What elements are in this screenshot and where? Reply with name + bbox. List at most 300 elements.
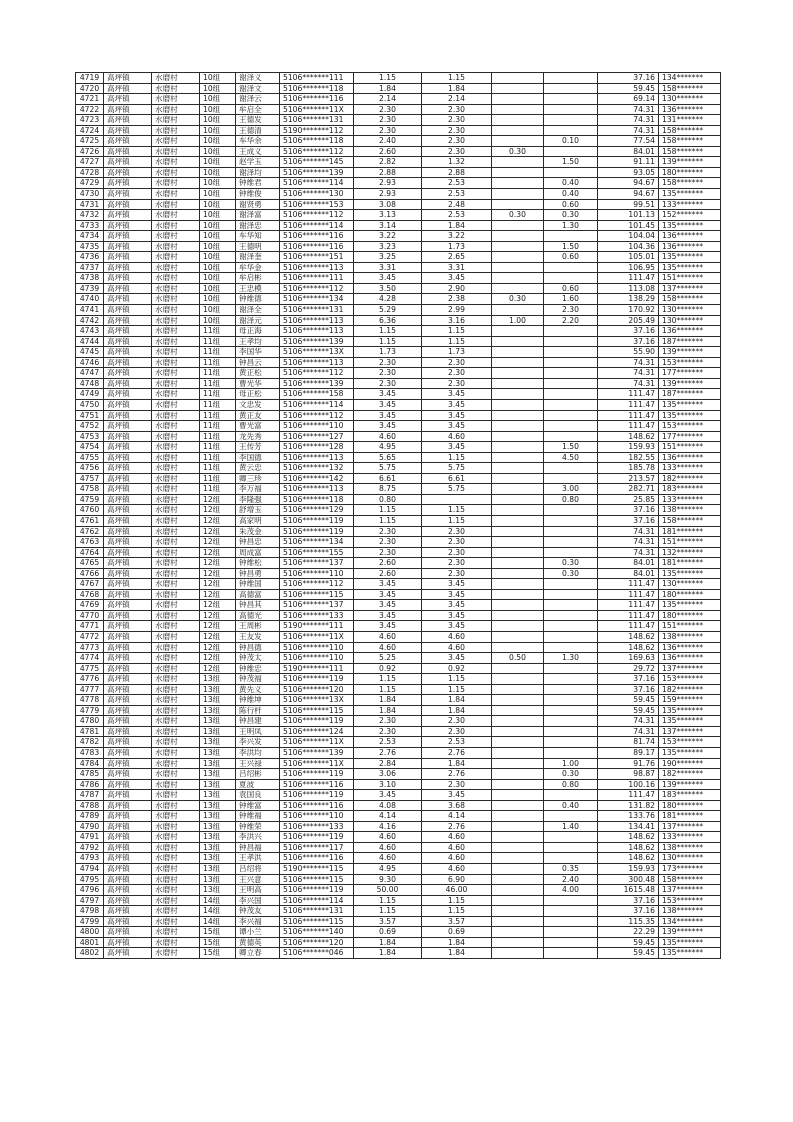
row-number: 4799 <box>76 916 104 927</box>
area-a-cell: 3.45 <box>422 389 492 400</box>
table-row <box>76 758 721 769</box>
area-total-cell: 2.30 <box>354 716 422 727</box>
phone-cell: 134******* <box>659 73 721 84</box>
town-cell: 高坪镇 <box>104 832 152 843</box>
table-row <box>76 800 721 811</box>
phone-cell: 177******* <box>659 431 721 442</box>
table-row <box>76 515 721 526</box>
table-row <box>76 294 721 305</box>
area-a-cell: 3.57 <box>422 916 492 927</box>
area-c-cell: 2.40 <box>544 874 598 885</box>
area-b-cell <box>492 167 544 178</box>
table-row <box>76 937 721 948</box>
area-c-cell <box>544 473 598 484</box>
row-number: 4798 <box>76 906 104 917</box>
table-row <box>76 399 721 410</box>
area-b-cell <box>492 642 544 653</box>
area-c-cell <box>544 937 598 948</box>
area-c-cell <box>544 115 598 126</box>
row-number: 4782 <box>76 737 104 748</box>
area-b-cell: 0.30 <box>492 210 544 221</box>
id-number-cell: 5106*******118 <box>280 494 354 505</box>
amount-cell: 37.16 <box>598 73 659 84</box>
area-b-cell <box>492 906 544 917</box>
amount-cell: 100.16 <box>598 779 659 790</box>
town-cell: 高坪镇 <box>104 210 152 221</box>
area-a-cell: 46.00 <box>422 885 492 896</box>
town-cell: 高坪镇 <box>104 874 152 885</box>
amount-cell: 185.78 <box>598 463 659 474</box>
name-cell: 牟华金 <box>236 262 280 273</box>
row-number: 4793 <box>76 853 104 864</box>
table-row <box>76 167 721 178</box>
area-c-cell: 0.80 <box>544 779 598 790</box>
group-cell: 12组 <box>200 547 236 558</box>
area-total-cell: 3.45 <box>354 610 422 621</box>
village-cell: 水磨村 <box>152 273 200 284</box>
row-number: 4755 <box>76 452 104 463</box>
id-number-cell: 5106*******119 <box>280 832 354 843</box>
area-b-cell <box>492 726 544 737</box>
village-cell: 水磨村 <box>152 442 200 453</box>
row-number: 4726 <box>76 146 104 157</box>
row-number: 4765 <box>76 558 104 569</box>
area-total-cell: 3.45 <box>354 579 422 590</box>
amount-cell: 25.85 <box>598 494 659 505</box>
area-b-cell <box>492 336 544 347</box>
village-cell: 水磨村 <box>152 600 200 611</box>
group-cell: 15组 <box>200 948 236 959</box>
area-a-cell: 1.73 <box>422 347 492 358</box>
id-number-cell: 5106*******158 <box>280 389 354 400</box>
area-c-cell: 0.40 <box>544 800 598 811</box>
area-total-cell: 3.06 <box>354 769 422 780</box>
name-cell: 王明高 <box>236 885 280 896</box>
table-row <box>76 368 721 379</box>
area-total-cell: 3.45 <box>354 790 422 801</box>
town-cell: 高坪镇 <box>104 758 152 769</box>
area-a-cell: 3.45 <box>422 410 492 421</box>
name-cell: 谢泽义 <box>236 73 280 84</box>
village-cell: 水磨村 <box>152 716 200 727</box>
area-b-cell <box>492 125 544 136</box>
area-a-cell: 3.45 <box>422 399 492 410</box>
village-cell: 水磨村 <box>152 705 200 716</box>
area-b-cell <box>492 737 544 748</box>
town-cell: 高坪镇 <box>104 526 152 537</box>
table-row <box>76 811 721 822</box>
phone-cell: 153******* <box>659 737 721 748</box>
id-number-cell: 5106*******137 <box>280 600 354 611</box>
table-row <box>76 653 721 664</box>
id-number-cell: 5106*******110 <box>280 421 354 432</box>
area-b-cell <box>492 748 544 759</box>
area-b-cell <box>492 94 544 105</box>
amount-cell: 182.55 <box>598 452 659 463</box>
phone-cell: 181******* <box>659 526 721 537</box>
group-cell: 11组 <box>200 336 236 347</box>
town-cell: 高坪镇 <box>104 568 152 579</box>
group-cell: 14组 <box>200 916 236 927</box>
area-total-cell: 1.84 <box>354 705 422 716</box>
table-row <box>76 336 721 347</box>
name-cell: 钟茂友 <box>236 906 280 917</box>
village-cell: 水磨村 <box>152 283 200 294</box>
amount-cell: 93.05 <box>598 167 659 178</box>
group-cell: 10组 <box>200 136 236 147</box>
table-row <box>76 146 721 157</box>
area-a-cell: 1.15 <box>422 73 492 84</box>
table-row <box>76 505 721 516</box>
phone-cell: 180******* <box>659 167 721 178</box>
row-number: 4753 <box>76 431 104 442</box>
name-cell: 吕绍将 <box>236 864 280 875</box>
row-number: 4751 <box>76 410 104 421</box>
amount-cell: 84.01 <box>598 146 659 157</box>
phone-cell: 190******* <box>659 758 721 769</box>
table-row <box>76 726 721 737</box>
row-number: 4790 <box>76 821 104 832</box>
area-c-cell <box>544 916 598 927</box>
town-cell: 高坪镇 <box>104 653 152 664</box>
phone-cell: 187******* <box>659 389 721 400</box>
area-total-cell: 3.22 <box>354 231 422 242</box>
amount-cell: 111.47 <box>598 410 659 421</box>
village-cell: 水磨村 <box>152 199 200 210</box>
table-row <box>76 357 721 368</box>
id-number-cell: 5106*******112 <box>280 410 354 421</box>
row-number: 4750 <box>76 399 104 410</box>
area-b-cell <box>492 115 544 126</box>
village-cell: 水磨村 <box>152 399 200 410</box>
town-cell: 高坪镇 <box>104 431 152 442</box>
group-cell: 13组 <box>200 832 236 843</box>
id-number-cell: 5106*******111 <box>280 73 354 84</box>
area-a-cell: 1.15 <box>422 326 492 337</box>
area-c-cell: 1.60 <box>544 294 598 305</box>
name-cell: 王德发 <box>236 115 280 126</box>
phone-cell: 135******* <box>659 399 721 410</box>
area-total-cell: 4.60 <box>354 631 422 642</box>
area-b-cell <box>492 821 544 832</box>
town-cell: 高坪镇 <box>104 589 152 600</box>
area-a-cell: 6.61 <box>422 473 492 484</box>
phone-cell: 173******* <box>659 864 721 875</box>
area-a-cell: 2.53 <box>422 737 492 748</box>
area-a-cell: 2.30 <box>422 104 492 115</box>
phone-cell: 136******* <box>659 642 721 653</box>
area-a-cell: 1.15 <box>422 684 492 695</box>
area-c-cell <box>544 726 598 737</box>
table-row <box>76 94 721 105</box>
group-cell: 10组 <box>200 315 236 326</box>
area-b-cell <box>492 157 544 168</box>
table-row <box>76 178 721 189</box>
id-number-cell: 5190*******112 <box>280 125 354 136</box>
area-c-cell <box>544 853 598 864</box>
village-cell: 水磨村 <box>152 589 200 600</box>
area-c-cell <box>544 589 598 600</box>
phone-cell: 182******* <box>659 769 721 780</box>
row-number: 4721 <box>76 94 104 105</box>
row-number: 4772 <box>76 631 104 642</box>
group-cell: 11组 <box>200 378 236 389</box>
village-cell: 水磨村 <box>152 821 200 832</box>
group-cell: 12组 <box>200 579 236 590</box>
table-row <box>76 705 721 716</box>
area-total-cell: 2.30 <box>354 104 422 115</box>
area-a-cell: 1.84 <box>422 948 492 959</box>
area-total-cell: 50.00 <box>354 885 422 896</box>
town-cell: 高坪镇 <box>104 705 152 716</box>
name-cell: 车华知 <box>236 231 280 242</box>
table-row <box>76 463 721 474</box>
area-b-cell <box>492 885 544 896</box>
area-c-cell <box>544 737 598 748</box>
town-cell: 高坪镇 <box>104 748 152 759</box>
id-number-cell: 5106*******114 <box>280 895 354 906</box>
amount-cell: 148.62 <box>598 642 659 653</box>
area-a-cell: 2.30 <box>422 146 492 157</box>
area-a-cell: 2.30 <box>422 378 492 389</box>
town-cell: 高坪镇 <box>104 790 152 801</box>
town-cell: 高坪镇 <box>104 326 152 337</box>
phone-cell: 153******* <box>659 674 721 685</box>
area-c-cell: 1.30 <box>544 653 598 664</box>
phone-cell: 183******* <box>659 790 721 801</box>
area-a-cell: 2.30 <box>422 726 492 737</box>
area-c-cell <box>544 410 598 421</box>
name-cell: 黄德英 <box>236 937 280 948</box>
row-number: 4767 <box>76 579 104 590</box>
village-cell: 水磨村 <box>152 241 200 252</box>
name-cell: 王孝洪 <box>236 853 280 864</box>
village-cell: 水磨村 <box>152 231 200 242</box>
area-total-cell: 2.30 <box>354 115 422 126</box>
id-number-cell: 5106*******153 <box>280 199 354 210</box>
area-a-cell: 3.45 <box>422 790 492 801</box>
area-c-cell: 2.30 <box>544 305 598 316</box>
table-row <box>76 621 721 632</box>
group-cell: 13组 <box>200 779 236 790</box>
area-b-cell <box>492 558 544 569</box>
town-cell: 高坪镇 <box>104 347 152 358</box>
row-number: 4776 <box>76 674 104 685</box>
phone-cell: 139******* <box>659 779 721 790</box>
name-cell: 陈行杆 <box>236 705 280 716</box>
area-b-cell <box>492 231 544 242</box>
town-cell: 高坪镇 <box>104 167 152 178</box>
row-number: 4731 <box>76 199 104 210</box>
row-number: 4762 <box>76 526 104 537</box>
area-a-cell: 2.30 <box>422 558 492 569</box>
amount-cell: 37.16 <box>598 674 659 685</box>
row-number: 4743 <box>76 326 104 337</box>
amount-cell: 111.47 <box>598 389 659 400</box>
phone-cell: 138******* <box>659 906 721 917</box>
table-row <box>76 378 721 389</box>
town-cell: 高坪镇 <box>104 94 152 105</box>
town-cell: 高坪镇 <box>104 189 152 200</box>
id-number-cell: 5106*******120 <box>280 684 354 695</box>
town-cell: 高坪镇 <box>104 769 152 780</box>
area-a-cell: 1.84 <box>422 705 492 716</box>
phone-cell: 135******* <box>659 716 721 727</box>
name-cell: 黄正松 <box>236 368 280 379</box>
row-number: 4771 <box>76 621 104 632</box>
name-cell: 钟昌忠 <box>236 537 280 548</box>
group-cell: 11组 <box>200 463 236 474</box>
name-cell: 钟维松 <box>236 558 280 569</box>
village-cell: 水磨村 <box>152 515 200 526</box>
area-b-cell <box>492 178 544 189</box>
area-c-cell <box>544 610 598 621</box>
amount-cell: 29.72 <box>598 663 659 674</box>
row-number: 4756 <box>76 463 104 474</box>
phone-cell: 182******* <box>659 473 721 484</box>
name-cell: 钟昌福 <box>236 842 280 853</box>
table-row <box>76 83 721 94</box>
id-number-cell: 5106*******13X <box>280 347 354 358</box>
id-number-cell: 5106*******113 <box>280 452 354 463</box>
group-cell: 13组 <box>200 885 236 896</box>
group-cell: 12组 <box>200 610 236 621</box>
phone-cell: 158******* <box>659 874 721 885</box>
group-cell: 12组 <box>200 494 236 505</box>
area-b-cell <box>492 779 544 790</box>
area-b-cell <box>492 262 544 273</box>
amount-cell: 133.76 <box>598 811 659 822</box>
amount-cell: 148.62 <box>598 431 659 442</box>
village-cell: 水磨村 <box>152 294 200 305</box>
area-c-cell <box>544 695 598 706</box>
row-number: 4795 <box>76 874 104 885</box>
town-cell: 高坪镇 <box>104 473 152 484</box>
area-c-cell <box>544 748 598 759</box>
group-cell: 12组 <box>200 631 236 642</box>
row-number: 4761 <box>76 515 104 526</box>
area-b-cell <box>492 631 544 642</box>
row-number: 4769 <box>76 600 104 611</box>
table-row <box>76 674 721 685</box>
area-a-cell: 2.30 <box>422 357 492 368</box>
village-cell: 水磨村 <box>152 368 200 379</box>
area-c-cell <box>544 357 598 368</box>
table-row <box>76 410 721 421</box>
amount-cell: 74.31 <box>598 357 659 368</box>
amount-cell: 91.76 <box>598 758 659 769</box>
area-total-cell: 3.14 <box>354 220 422 231</box>
area-b-cell <box>492 790 544 801</box>
row-number: 4801 <box>76 937 104 948</box>
group-cell: 10组 <box>200 231 236 242</box>
table-row <box>76 421 721 432</box>
area-c-cell <box>544 927 598 938</box>
group-cell: 11组 <box>200 442 236 453</box>
row-number: 4737 <box>76 262 104 273</box>
area-c-cell: 3.00 <box>544 484 598 495</box>
id-number-cell: 5106*******119 <box>280 526 354 537</box>
table-row <box>76 484 721 495</box>
phone-cell: 136******* <box>659 231 721 242</box>
area-total-cell: 4.28 <box>354 294 422 305</box>
name-cell: 赵学玉 <box>236 157 280 168</box>
amount-cell: 37.16 <box>598 326 659 337</box>
phone-cell: 137******* <box>659 283 721 294</box>
group-cell: 10组 <box>200 252 236 263</box>
id-number-cell: 5106*******119 <box>280 769 354 780</box>
group-cell: 13组 <box>200 864 236 875</box>
table-row <box>76 115 721 126</box>
village-cell: 水磨村 <box>152 937 200 948</box>
area-b-cell <box>492 220 544 231</box>
table-row <box>76 779 721 790</box>
area-a-cell: 3.45 <box>422 600 492 611</box>
area-a-cell: 2.30 <box>422 125 492 136</box>
group-cell: 13组 <box>200 674 236 685</box>
table-row <box>76 589 721 600</box>
area-a-cell: 3.45 <box>422 653 492 664</box>
phone-cell: 130******* <box>659 853 721 864</box>
village-cell: 水磨村 <box>152 568 200 579</box>
area-c-cell <box>544 378 598 389</box>
table-row <box>76 262 721 273</box>
name-cell: 王德明 <box>236 241 280 252</box>
area-b-cell <box>492 853 544 864</box>
amount-cell: 101.13 <box>598 210 659 221</box>
table-row <box>76 568 721 579</box>
area-c-cell: 0.60 <box>544 199 598 210</box>
name-cell: 钟维忠 <box>236 663 280 674</box>
area-a-cell: 3.45 <box>422 610 492 621</box>
area-a-cell: 3.45 <box>422 579 492 590</box>
phone-cell: 187******* <box>659 336 721 347</box>
amount-cell: 148.62 <box>598 631 659 642</box>
area-total-cell: 2.30 <box>354 125 422 136</box>
area-total-cell: 3.10 <box>354 779 422 790</box>
phone-cell: 137******* <box>659 821 721 832</box>
name-cell: 李兴福 <box>236 916 280 927</box>
area-c-cell <box>544 273 598 284</box>
area-c-cell <box>544 94 598 105</box>
area-c-cell: 0.60 <box>544 283 598 294</box>
row-number: 4754 <box>76 442 104 453</box>
id-number-cell: 5190*******111 <box>280 621 354 632</box>
town-cell: 高坪镇 <box>104 146 152 157</box>
area-total-cell: 3.45 <box>354 589 422 600</box>
area-b-cell <box>492 442 544 453</box>
group-cell: 12组 <box>200 515 236 526</box>
area-b-cell <box>492 515 544 526</box>
group-cell: 15组 <box>200 927 236 938</box>
area-c-cell: 0.30 <box>544 558 598 569</box>
area-c-cell <box>544 146 598 157</box>
id-number-cell: 5106*******116 <box>280 853 354 864</box>
id-number-cell: 5106*******128 <box>280 442 354 453</box>
area-c-cell <box>544 421 598 432</box>
village-cell: 水磨村 <box>152 421 200 432</box>
area-total-cell: 2.82 <box>354 157 422 168</box>
name-cell: 吕绍彬 <box>236 769 280 780</box>
phone-cell: 181******* <box>659 811 721 822</box>
row-number: 4739 <box>76 283 104 294</box>
amount-cell: 84.01 <box>598 558 659 569</box>
table-body <box>76 73 721 959</box>
area-total-cell: 2.40 <box>354 136 422 147</box>
village-cell: 水磨村 <box>152 853 200 864</box>
table-row <box>76 347 721 358</box>
table-row <box>76 737 721 748</box>
